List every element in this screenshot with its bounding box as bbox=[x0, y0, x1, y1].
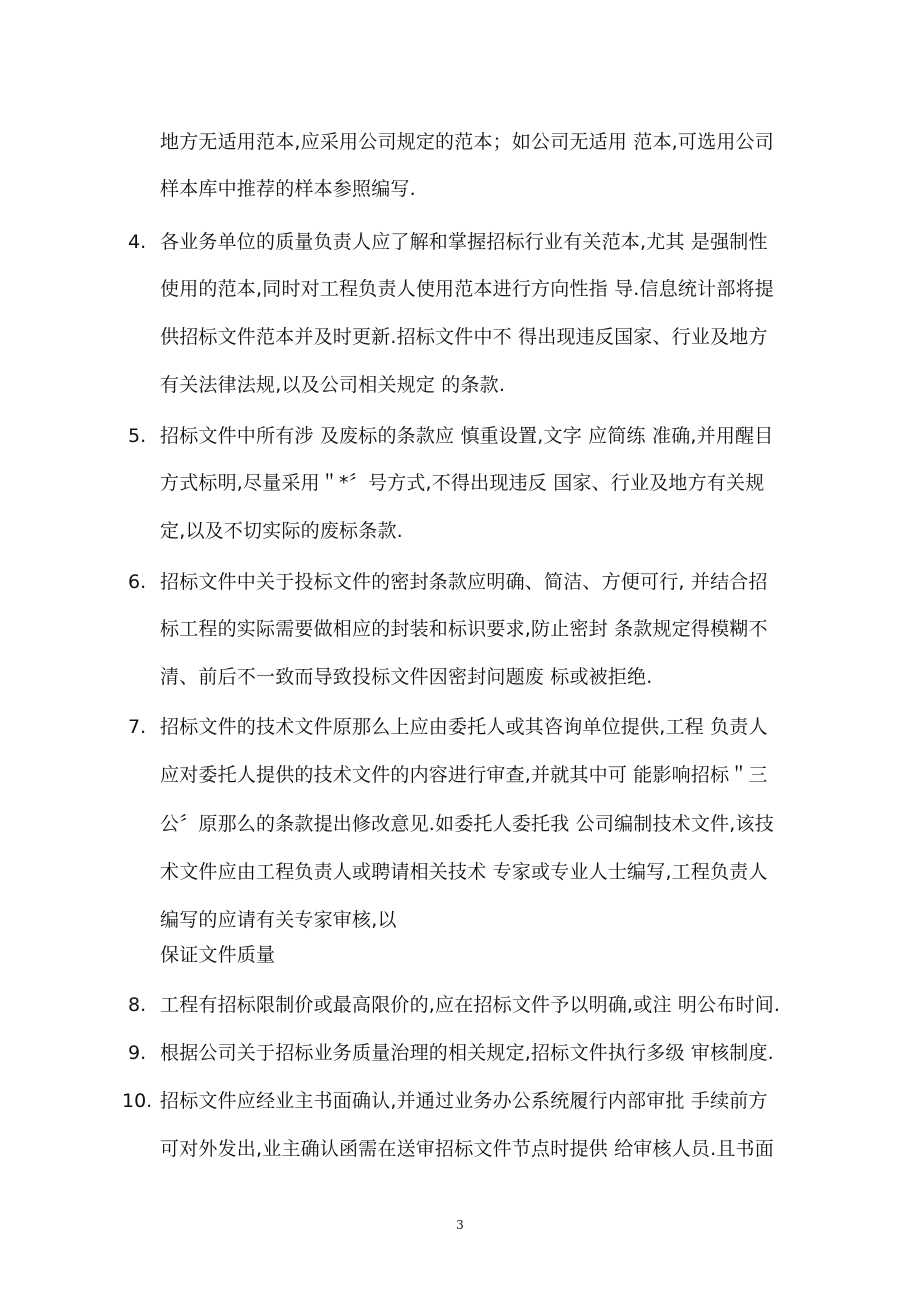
item-6-number: 6. bbox=[128, 571, 147, 593]
item-7-line-5: 编写的应请有关专家审核,以 bbox=[160, 909, 397, 931]
item-5-line-3: 定,以及不切实际的废标条款. bbox=[160, 520, 403, 542]
item-10-number: 10. bbox=[122, 1090, 153, 1112]
item-7-line-4: 术文件应由工程负责人或聘请相关技术 专家或专业人士编写,工程负责人 bbox=[160, 861, 768, 883]
item-7-line-6: 保证文件质量 bbox=[160, 944, 276, 966]
item-7-line-2: 应对委托人提供的技术文件的内容进行审查,并就其中可 能影响招标＂三 bbox=[160, 764, 768, 786]
item-5-line-1: 招标文件中所有涉 及废标的条款应 慎重设置,文字 应简练 准确,并用醒目 bbox=[160, 425, 774, 447]
item-4-line-3: 供招标文件范本并及时更新.招标文件中不 得出现违反国家、行业及地方 bbox=[160, 326, 768, 348]
item-9-number: 9. bbox=[128, 1042, 147, 1064]
item-5-number: 5. bbox=[128, 425, 147, 447]
item-10-line-2: 可对外发出,业主确认函需在送审招标文件节点时提供 给审核人员.且书面 bbox=[160, 1138, 774, 1160]
item-8-line-1: 工程有招标限制价或最高限价的,应在招标文件予以明确,或注 明公布时间. bbox=[160, 994, 781, 1016]
item-10-line-1: 招标文件应经业主书面确认,并通过业务办公系统履行内部审批 手续前方 bbox=[160, 1090, 768, 1112]
item-4-line-4: 有关法律法规,以及公司相关规定 的条款. bbox=[160, 374, 506, 396]
item-8-number: 8. bbox=[128, 994, 147, 1016]
item-4-number: 4. bbox=[128, 231, 147, 253]
item-6-line-2: 标工程的实际需要做相应的封装和标识要求,防止密封 条款规定得模糊不 bbox=[160, 618, 768, 640]
item-7-line-1: 招标文件的技术文件原那么上应由委托人或其咨询单位提供,工程 负责人 bbox=[160, 716, 768, 738]
item-7-number: 7. bbox=[128, 716, 147, 738]
item-5-line-2: 方式标明,尽量采用＂*〞号方式,不得出现违反 国家、行业及地方有关规 bbox=[160, 472, 765, 494]
item-6-line-1: 招标文件中关于投标文件的密封条款应明确、简洁、方便可行, 并结合招 bbox=[160, 571, 768, 593]
item-9-line-1: 根据公司关于招标业务质量治理的相关规定,招标文件执行多级 审核制度. bbox=[160, 1042, 774, 1064]
item-6-line-3: 清、前后不一致而导致投标文件因密封问题废 标或被拒绝. bbox=[160, 666, 653, 688]
item-4-line-2: 使用的范本,同时对工程负责人使用范本进行方向性指 导.信息统计部将提 bbox=[160, 278, 774, 300]
page-number: 3 bbox=[456, 1218, 464, 1232]
item-7-line-3: 公〞原那么的条款提出修改意见.如委托人委托我 公司编制技术文件,该技 bbox=[160, 813, 774, 835]
intro-line-1: 地方无适用范本,应采用公司规定的范本；如公司无适用 范本,可选用公司 bbox=[160, 131, 774, 153]
intro-line-2: 样本库中推荐的样本参照编写. bbox=[160, 178, 416, 200]
item-4-line-1: 各业务单位的质量负责人应了解和掌握招标行业有关范本,尤其 是强制性 bbox=[160, 231, 768, 253]
